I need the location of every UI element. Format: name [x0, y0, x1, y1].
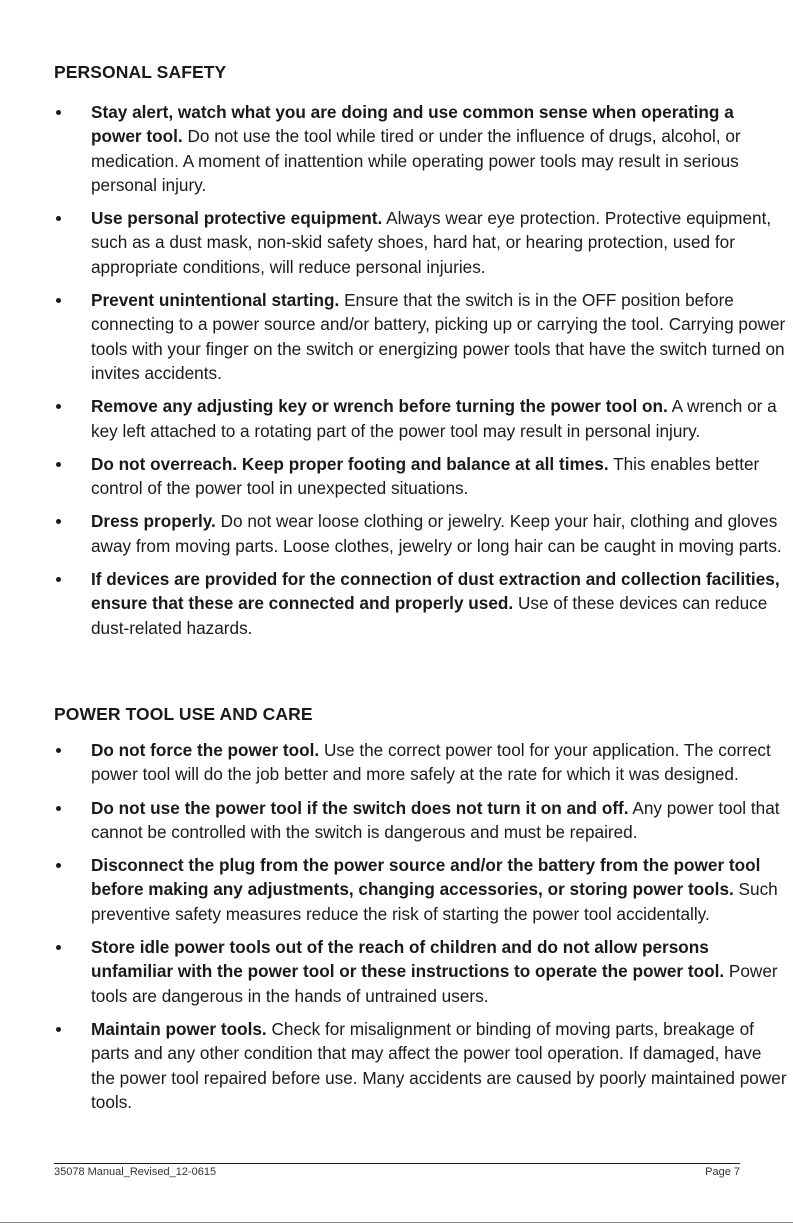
bullet-icon — [56, 806, 61, 811]
bullet-icon — [56, 404, 61, 409]
bullet-icon — [56, 462, 61, 467]
bullet-icon — [56, 1027, 61, 1032]
list-item: Do not use the power tool if the switch does not turn it on and off. Any power tool that cannot be controlled with the switch is dangerous and must be repaired. — [54, 796, 789, 845]
power-tool-use-list — [54, 738, 789, 1123]
list-item: Remove any adjusting key or wrench before turning the power tool on. A wrench or a key left attached to a rotating part of the power tool may result in personal injury. — [54, 394, 789, 443]
bullet-icon — [56, 298, 61, 303]
bullet-icon — [56, 863, 61, 868]
list-item: Use personal protective equipment. Always wear eye protection. Protective equipment, such as a dust mask, non-skid safety shoes, hard hat, or hearing protection, used for appropriate conditions, will reduce personal injuries. — [54, 206, 789, 279]
bottom-divider — [0, 1222, 793, 1223]
section-title-personal-safety: PERSONAL SAFETY — [54, 62, 227, 82]
page-footer — [54, 1163, 740, 1178]
section-title-power-tool-use-and-care: POWER TOOL USE AND CARE — [54, 704, 313, 724]
bullet-icon — [56, 748, 61, 753]
list-item: Store idle power tools out of the reach of children and do not allow persons unfamiliar with the power tool or these instructions to operate the power tool. Power tools are dangerous in the hands of untrained users. — [54, 935, 789, 1008]
personal-safety-list — [54, 100, 789, 649]
bullet-icon — [56, 110, 61, 115]
list-item: Dress properly. Do not wear loose clothing or jewelry. Keep your hair, clothing and gloves away from moving parts. Loose clothes, jewelry or long hair can be caught in moving parts. — [54, 509, 789, 558]
bullet-icon — [56, 519, 61, 524]
list-item: Do not force the power tool. Use the correct power tool for your application. The correct power tool will do the job better and more safely at the rate for which it was designed. — [54, 738, 789, 787]
bullet-icon — [56, 577, 61, 582]
document-id: 35078 Manual_Revised_12-0615 — [54, 1166, 217, 1178]
list-item: Do not overreach. Keep proper footing and balance at all times. This enables better control of the power tool in unexpected situations. — [54, 452, 789, 501]
list-item: Stay alert, watch what you are doing and use common sense when operating a power tool. Do not use the tool while tired or under the influence of drugs, alcohol, or medication. A moment of inattention while operating power tools may result in serious personal injury. — [54, 100, 789, 197]
list-item: Prevent unintentional starting. Ensure that the switch is in the OFF position before connecting to a power source and/or battery, picking up or carrying the tool. Carrying power tools with your finger on the switch or energizing power tools that have the switch turned on invites accidents. — [54, 288, 789, 385]
bullet-icon — [56, 945, 61, 950]
list-item: Disconnect the plug from the power source and/or the battery from the power tool before making any adjustments, changing accessories, or storing power tools. Such preventive safety measures reduce the risk of starting the power tool accidentally. — [54, 853, 789, 926]
list-item: Maintain power tools. Check for misalignment or binding of moving parts, breakage of parts and any other condition that may affect the power tool operation. If damaged, have the power tool repaired before use. Many accidents are caused by poorly maintained power tools. — [54, 1017, 789, 1114]
list-item: If devices are provided for the connection of dust extraction and collection facilities, ensure that these are connected and properly used. Use of these devices can reduce dust-related hazards. — [54, 567, 789, 640]
page-number: Page 7 — [705, 1166, 740, 1178]
bullet-icon — [56, 216, 61, 221]
